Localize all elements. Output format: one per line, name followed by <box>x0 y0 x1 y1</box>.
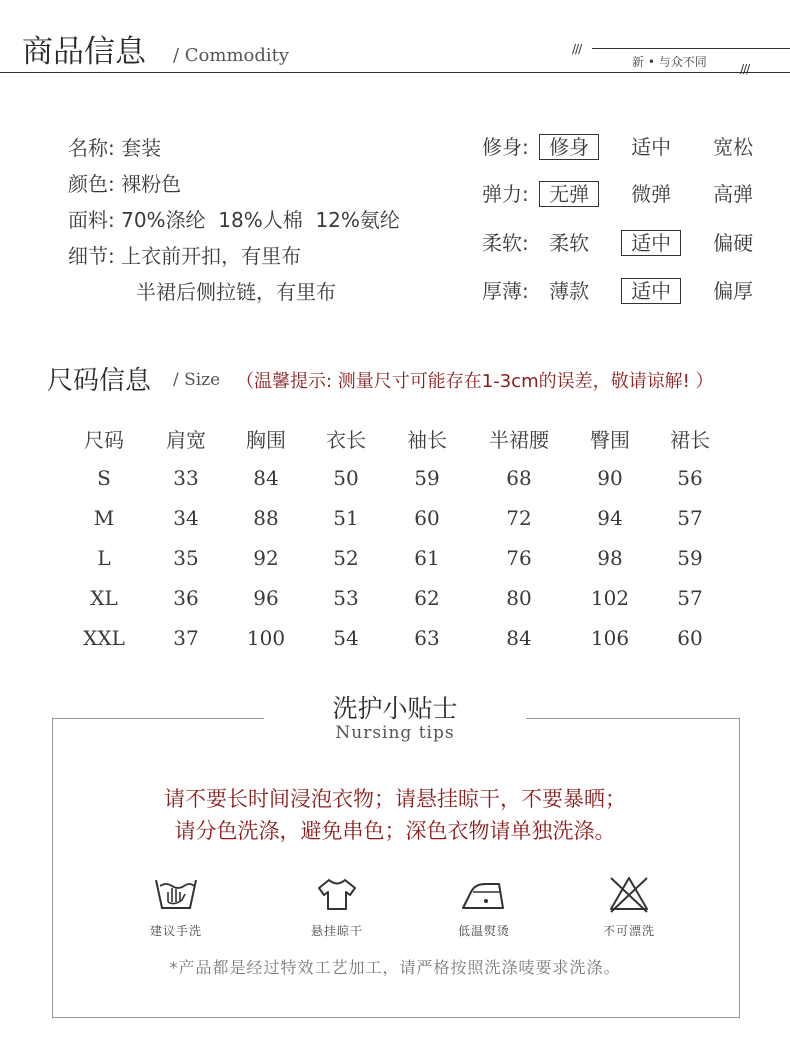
spec-thickness <box>482 275 785 304</box>
table-cell: 63 <box>414 626 440 650</box>
option: 宽松 <box>713 135 754 159</box>
column-header: 衣长 <box>326 427 366 452</box>
option: 偏硬 <box>713 231 754 255</box>
tag-bottom-line <box>600 72 738 73</box>
care-item-hang-dry <box>277 874 397 939</box>
no-bleach-icon <box>607 874 651 914</box>
spec-value: 裸粉色 <box>121 172 182 196</box>
table-row <box>62 458 730 498</box>
table-cell: 98 <box>597 546 623 570</box>
table-row <box>62 538 730 578</box>
option: 微弹 <box>631 182 672 206</box>
table-cell: XXL <box>83 626 125 650</box>
size-note: （温馨提示: 测量尺寸可能存在1-3cm的误差，敬请谅解! ） <box>236 371 714 392</box>
table-row <box>62 618 730 658</box>
table-cell: 37 <box>173 626 199 650</box>
option-selected: 修身 <box>539 134 599 160</box>
table-cell: 102 <box>590 586 630 610</box>
spec-detail-2 <box>136 276 336 305</box>
care-item-hand-wash <box>116 874 236 939</box>
option: 适中 <box>631 135 672 159</box>
spec-label: 细节: <box>68 244 115 268</box>
spec-name <box>68 132 161 161</box>
table-cell: M <box>93 506 115 530</box>
commodity-title: 商品信息 <box>22 34 146 70</box>
size-table <box>62 418 730 658</box>
table-cell: 36 <box>173 586 199 610</box>
spec-value: 套装 <box>121 136 162 160</box>
table-cell: 88 <box>253 506 279 530</box>
care-line-2: 请分色洗涤，避免串色；深色衣物请单独洗涤。 <box>174 819 616 843</box>
option: 高弹 <box>713 182 754 206</box>
table-cell: 50 <box>333 466 359 490</box>
table-cell: 72 <box>506 506 532 530</box>
table-cell: 53 <box>333 586 359 610</box>
option-selected: 无弹 <box>539 181 599 207</box>
table-cell: 68 <box>506 466 532 490</box>
spec-detail <box>68 240 301 269</box>
option-selected: 适中 <box>621 278 681 304</box>
care-subtitle: Nursing tips <box>335 723 455 743</box>
tag-top-line <box>592 48 790 49</box>
table-cell: 33 <box>173 466 199 490</box>
table-cell: 100 <box>246 626 286 650</box>
table-cell: 76 <box>506 546 532 570</box>
table-cell: 59 <box>414 466 440 490</box>
spec-label: 柔软: <box>482 231 529 255</box>
spec-fabric <box>68 204 400 233</box>
column-header: 半裙腰 <box>489 427 549 452</box>
spec-label: 弹力: <box>482 182 529 206</box>
spec-value: 半裙后侧拉链，有里布 <box>136 280 336 304</box>
spec-label: 厚薄: <box>482 279 529 303</box>
care-item-no-bleach <box>569 874 689 939</box>
column-header: 肩宽 <box>166 427 206 452</box>
spec-stretch <box>482 178 785 207</box>
care-item-label: 不可漂洗 <box>602 924 655 938</box>
hang-dry-icon <box>315 874 359 914</box>
table-cell: 94 <box>597 506 623 530</box>
table-cell: 62 <box>414 586 440 610</box>
care-title: 洗护小贴士 <box>332 694 458 723</box>
table-header-row <box>62 418 730 458</box>
table-cell: S <box>97 466 111 490</box>
table-cell: 35 <box>173 546 199 570</box>
column-header: 袖长 <box>407 427 447 452</box>
table-cell: 51 <box>333 506 359 530</box>
spec-fit <box>482 131 785 160</box>
column-header: 尺码 <box>84 427 124 452</box>
table-cell: 92 <box>253 546 279 570</box>
table-cell: 52 <box>333 546 359 570</box>
care-footnote: *产品都是经过特效工艺加工，请严格按照洗涤唛要求洗涤。 <box>169 958 621 977</box>
option-selected: 适中 <box>621 230 681 256</box>
care-item-low-iron <box>424 874 544 939</box>
tag-text: 新 • 与众不同 <box>632 55 707 69</box>
table-cell: 56 <box>677 466 703 490</box>
care-line-1: 请不要长时间浸泡衣物；请悬挂晾干，不要暴晒； <box>164 787 626 811</box>
commodity-subtitle: / Commodity <box>173 45 290 66</box>
spec-softness <box>482 227 785 256</box>
table-row <box>62 498 730 538</box>
spec-label: 名称: <box>68 136 115 160</box>
column-header: 臀围 <box>590 427 630 452</box>
option: 柔软 <box>549 231 590 255</box>
spec-label: 颜色: <box>68 172 115 196</box>
spec-label: 面料: <box>68 208 115 232</box>
size-subtitle: / Size <box>173 370 221 390</box>
table-row <box>62 578 730 618</box>
hand-wash-icon <box>154 874 198 914</box>
column-header: 裙长 <box>670 427 710 452</box>
table-cell: XL <box>90 586 118 610</box>
table-cell: 96 <box>253 586 279 610</box>
table-cell: L <box>97 546 111 570</box>
care-item-label: 建议手洗 <box>149 924 202 938</box>
table-cell: 59 <box>677 546 703 570</box>
column-header: 胸围 <box>246 427 286 452</box>
spec-color <box>68 168 181 197</box>
care-item-label: 悬挂晾干 <box>310 924 363 938</box>
table-cell: 80 <box>506 586 532 610</box>
table-cell: 34 <box>173 506 199 530</box>
table-cell: 54 <box>333 626 359 650</box>
option: 偏厚 <box>713 279 754 303</box>
table-cell: 106 <box>590 626 630 650</box>
table-cell: 57 <box>677 586 703 610</box>
slash-left-decoration: /// <box>572 42 582 56</box>
table-cell: 84 <box>506 626 532 650</box>
table-cell: 60 <box>677 626 703 650</box>
care-item-label: 低温熨烫 <box>457 924 510 938</box>
table-cell: 60 <box>414 506 440 530</box>
table-cell: 61 <box>414 546 440 570</box>
table-cell: 90 <box>597 466 623 490</box>
table-cell: 84 <box>253 466 279 490</box>
size-title: 尺码信息 <box>47 366 152 396</box>
spec-label: 修身: <box>482 135 529 159</box>
option: 薄款 <box>549 279 590 303</box>
spec-value: 70%涤纶 18%人棉 12%氨纶 <box>121 208 400 232</box>
slash-right-decoration: /// <box>740 62 750 76</box>
table-cell: 57 <box>677 506 703 530</box>
spec-value: 上衣前开扣，有里布 <box>121 244 302 268</box>
low-iron-icon <box>459 874 509 914</box>
